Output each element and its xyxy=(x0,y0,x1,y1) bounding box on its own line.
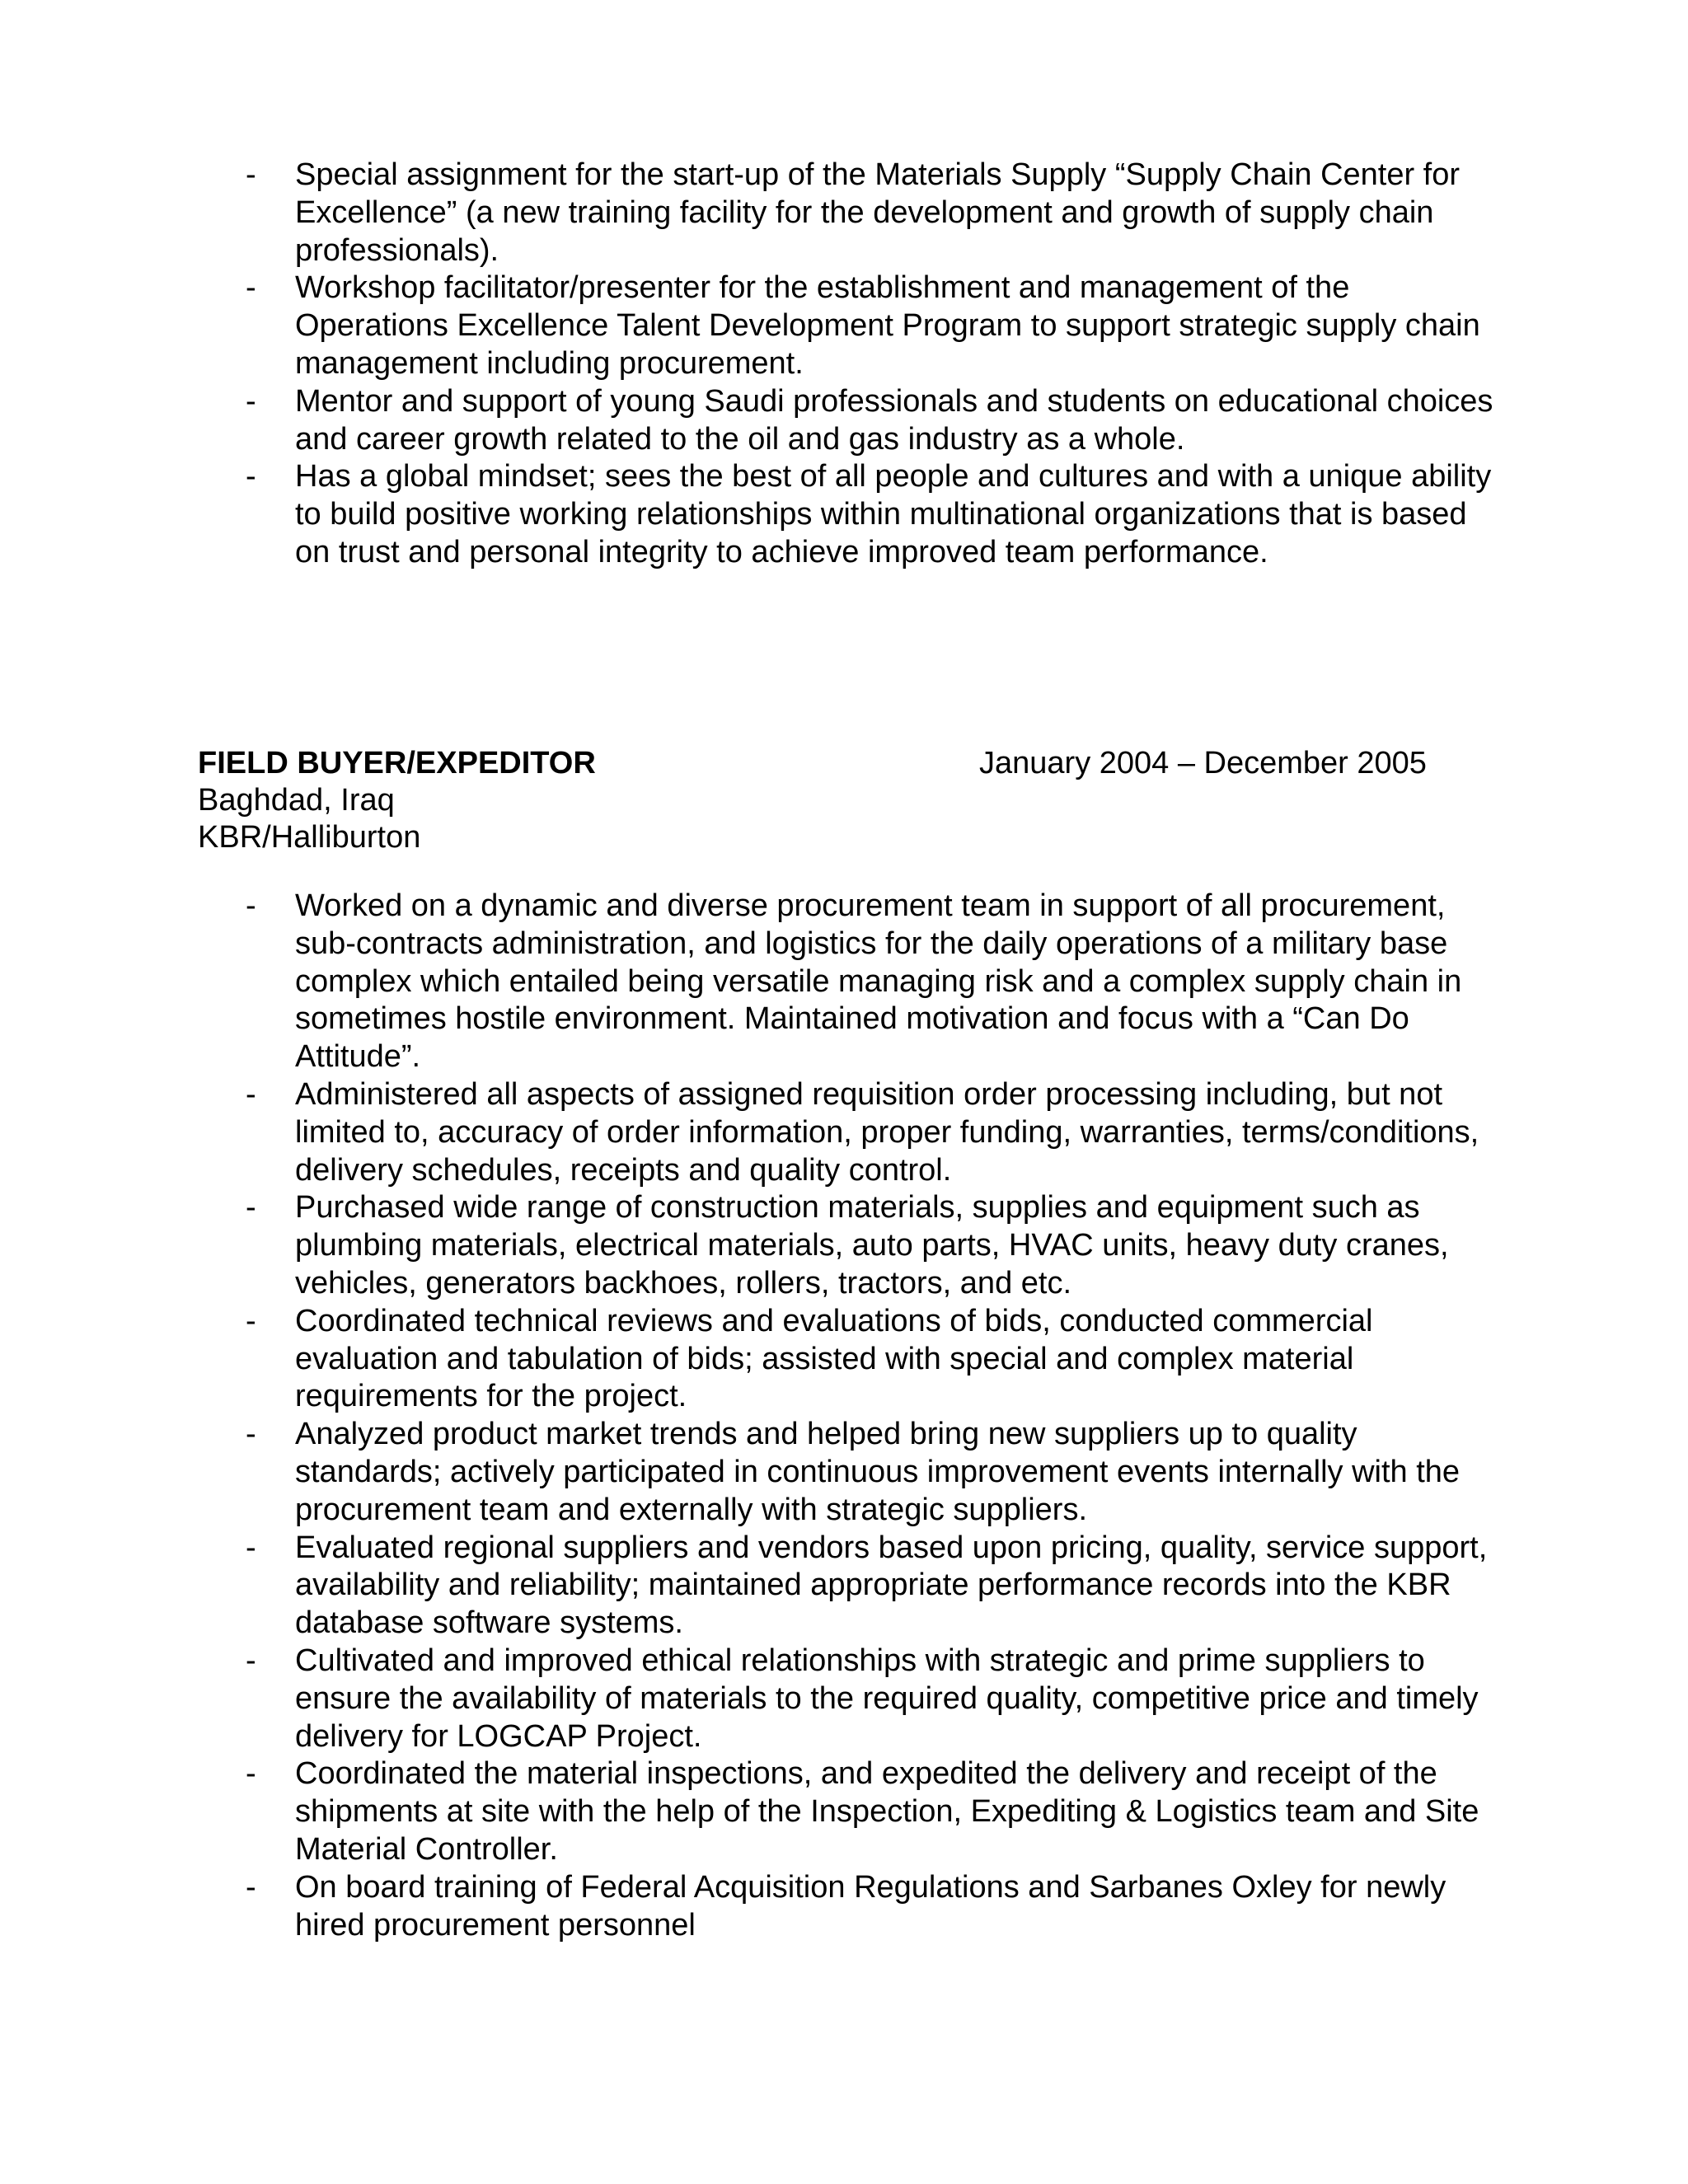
list-item xyxy=(246,1530,1498,1643)
list-item-text: On board training of Federal Acquisition Regulations and Sarbanes Oxley for newly hired procurement personnel xyxy=(295,1869,1447,1943)
bullet-dash: - xyxy=(246,888,256,923)
list-item-text: Purchased wide range of construction materials, supplies and equipment such as plumbing materials, electrical materials, auto parts, HVAC units, heavy duty cranes, vehicles, generators backhoes, rollers, tractors, and etc. xyxy=(295,1190,1449,1301)
list-item-text: Coordinated the material inspections, and expedited the delivery and receipt of the shipments at site with the help of the Inspection, Expediting & Logistics team and Site Material Controller. xyxy=(295,1756,1479,1867)
bullet-dash: - xyxy=(246,1190,256,1226)
bullet-dash: - xyxy=(246,1303,256,1338)
list-item-text: Special assignment for the start-up of the Materials Supply “Supply Chain Center for Excellence” (a new training facility for the development and growth of supply chain professionals). xyxy=(295,157,1461,268)
list-item xyxy=(246,157,1498,269)
job-location: Baghdad, Iraq xyxy=(198,783,395,818)
responsibilities-list-field-buyer xyxy=(246,888,1498,1944)
bullet-dash: - xyxy=(246,459,256,494)
job-dates: January 2004 – December 2005 xyxy=(979,746,1427,780)
list-item-text: Workshop facilitator/presenter for the establishment and management of the Operations Excellence Talent Development Program to support strategic supply chain management including procurement. xyxy=(295,270,1480,381)
responsibilities-list-previous-role xyxy=(246,157,1498,572)
list-item xyxy=(246,1189,1498,1302)
list-item xyxy=(246,1416,1498,1529)
job-title: FIELD BUYER/EXPEDITOR xyxy=(198,746,596,780)
list-item xyxy=(246,1076,1498,1189)
bullet-dash: - xyxy=(246,157,256,192)
list-item xyxy=(246,1303,1498,1416)
bullet-dash: - xyxy=(246,1076,256,1112)
bullet-dash: - xyxy=(246,383,256,419)
bullet-dash: - xyxy=(246,1869,256,1905)
list-item-text: Cultivated and improved ethical relationships with strategic and prime suppliers to ensure the availability of materials to the required quality, competitive price and timely delivery for LOGCAP Project. xyxy=(295,1643,1479,1754)
bullet-dash: - xyxy=(246,1530,256,1565)
list-item xyxy=(246,1869,1498,1945)
list-item-text: Mentor and support of young Saudi professionals and students on educational choices and career growth related to the oil and gas industry as a whole. xyxy=(295,383,1493,457)
list-item-text: Worked on a dynamic and diverse procurement team in support of all procurement, sub-contracts administration, and logistics for the daily operations of a military base complex which entailed being versatile managing risk and a complex supply chain in sometimes hostile environment. Maintained motivation and focus with a “Can Do Attitude”. xyxy=(295,888,1462,1075)
list-item xyxy=(246,1643,1498,1755)
list-item-text: Analyzed product market trends and helped bring new suppliers up to quality standards; actively participated in continuous improvement events internally with the procurement team and externally with strategic suppliers. xyxy=(295,1417,1461,1527)
list-item xyxy=(246,1755,1498,1868)
bullet-dash: - xyxy=(246,1643,256,1678)
bullet-dash: - xyxy=(246,1756,256,1792)
bullet-dash: - xyxy=(246,270,256,306)
list-item-text: Evaluated regional suppliers and vendors based upon pricing, quality, service support, availability and reliability; maintained appropriate performance records into the KBR database software systems. xyxy=(295,1530,1488,1641)
list-item-text: Has a global mindset; sees the best of all people and cultures and with a unique ability to build positive working relationships within multinational organizations that is based on trust and personal integrity to achieve improved team performance. xyxy=(295,459,1492,569)
job-company: KBR/Halliburton xyxy=(198,820,421,855)
list-item-text: Administered all aspects of assigned requisition order processing including, but not limited to, accuracy of order information, proper funding, warranties, terms/conditions, delivery schedules, receipts and quality control. xyxy=(295,1076,1479,1188)
list-item xyxy=(246,383,1498,459)
list-item xyxy=(246,269,1498,382)
list-item-text: Coordinated technical reviews and evaluations of bids, conducted commercial evaluation and tabulation of bids; assisted with special and complex material requirements for the project. xyxy=(295,1303,1373,1414)
list-item xyxy=(246,458,1498,571)
list-item xyxy=(246,888,1498,1076)
bullet-dash: - xyxy=(246,1417,256,1452)
